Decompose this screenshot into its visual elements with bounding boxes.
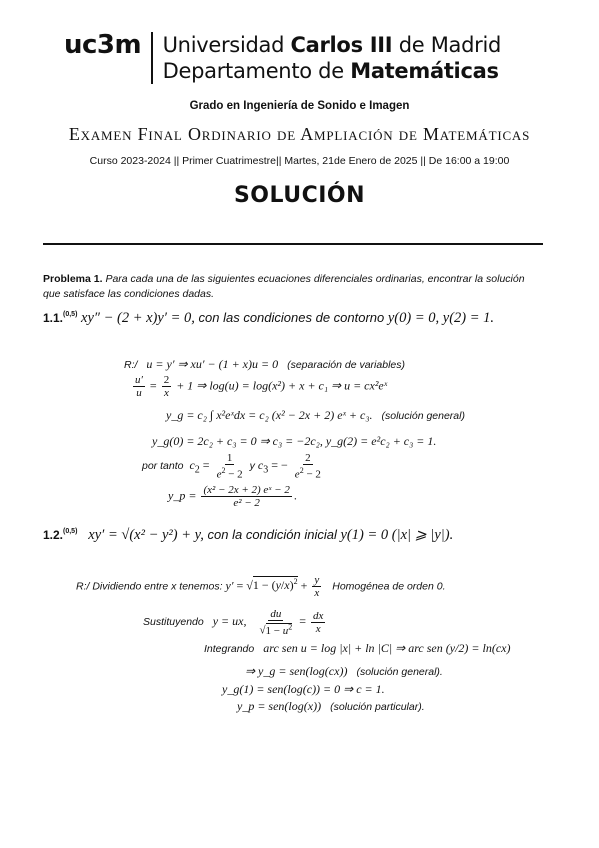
- department-name: Departamento de Matemáticas: [162, 59, 499, 83]
- degree-line: Grado en Ingeniería de Sonido e Imagen: [189, 100, 410, 112]
- conditions-1-2: y(1) = 0 (|x| ⩾ |y|).: [340, 527, 454, 543]
- course-line: Curso 2023-2024 || Primer Cuatrimestre|| Martes, 21de Enero de 2025 || De 16:00 a 19:00: [89, 155, 510, 167]
- problem-label: Problema 1.: [43, 273, 103, 285]
- solution-1-2-step2: Sustituyendo y = ux, $\frac{du}{√1 - u^2}$ = $\frac{dx}{x}$: [143, 608, 324, 637]
- conditions-1-1: y(0) = 0, y(2) = 1.: [387, 310, 495, 326]
- solution-1-1-step1: R:/ u = y′ ⇒ xu′ − (1 + x)u = 0 (separación de variables): [124, 357, 405, 371]
- university-name: Universidad Carlos III de Madrid: [162, 33, 502, 57]
- logo-text: [163, 32, 501, 84]
- solution-1-2-step3: Integrando arc sen u = log |x| + ln |C| ⇒ arc sen (y/2) = ln(cx): [204, 641, 511, 655]
- equation-1-1: xy″ − (2 + x)y′ = 0,: [81, 310, 195, 326]
- section-1-2-heading: 1.2.$^{(0,5)}$ xy′ = √(x² − y²) + y, con la condición inicial y(1) = 0 (|x| ⩾ |y|).: [43, 527, 454, 543]
- header-rule: [43, 243, 543, 245]
- equation-1-2: xy′ = √(x² − y²) + y,: [88, 527, 204, 543]
- solution-heading: SOLUCIÓN: [233, 183, 366, 208]
- logo-mark: uc3m: [64, 30, 142, 60]
- problem-text: Para cada una de las siguientes ecuaciones diferenciales ordinarias, encontrar la solución que satisface las condiciones dadas.: [43, 273, 525, 300]
- solution-1-2-step4: ⇒ y_g = sen(log(cx)) (solución general).: [245, 664, 443, 678]
- solution-1-1-step3: y_g = c₂ ∫ x²eˣdx = c₂ (x² − 2x + 2) eˣ + c₃. (solución general): [166, 408, 465, 422]
- solution-1-1-step2: $\frac{u'}{u}$ = $\frac{2}{x}$ + 1 ⇒ log(u) = log(x²) + x + c₁ ⇒ u = cx²eˣ: [135, 374, 388, 399]
- section-1-1-heading: 1.1.$^{(0,5)}$ xy″ − (2 + x)y′ = 0, con las condiciones de contorno y(0) = 0, y(2) = 1.: [43, 310, 495, 326]
- solution-1-1-step4: y_g(0) = 2c₂ + c₃ = 0 ⇒ c₃ = −2c₂, y_g(2) = e²c₂ + c₃ = 1.: [152, 434, 437, 448]
- exam-title: Examen Final Ordinario de Ampliación de Matemáticas: [68, 124, 531, 144]
- logo-divider: [151, 32, 153, 84]
- solution-1-1-step5: por tanto $c_2$ = $\frac{1}{e^2 - 2}$ y $c_3$ = − $\frac{2}{e^2 - 2}$: [142, 452, 321, 481]
- university-logo: [64, 32, 501, 86]
- solution-1-1-step6: y_p = $\frac{\text{(x² − 2x + 2) eˣ − 2}}{\text{e² − 2}}$ .: [168, 484, 297, 509]
- solution-1-2-step6: y_p = sen(log(x)) (solución particular).: [237, 699, 425, 713]
- solution-1-2-step5: y_g(1) = sen(log(c)) = 0 ⇒ c = 1.: [222, 682, 385, 696]
- problem-statement: [43, 272, 543, 302]
- solution-1-2-step1: R:/ Dividiendo entre x tenemos: $y' = √1 - (y/x)^2$ + $\frac{y}{x}$ Homogénea de orden 0.: [76, 574, 446, 599]
